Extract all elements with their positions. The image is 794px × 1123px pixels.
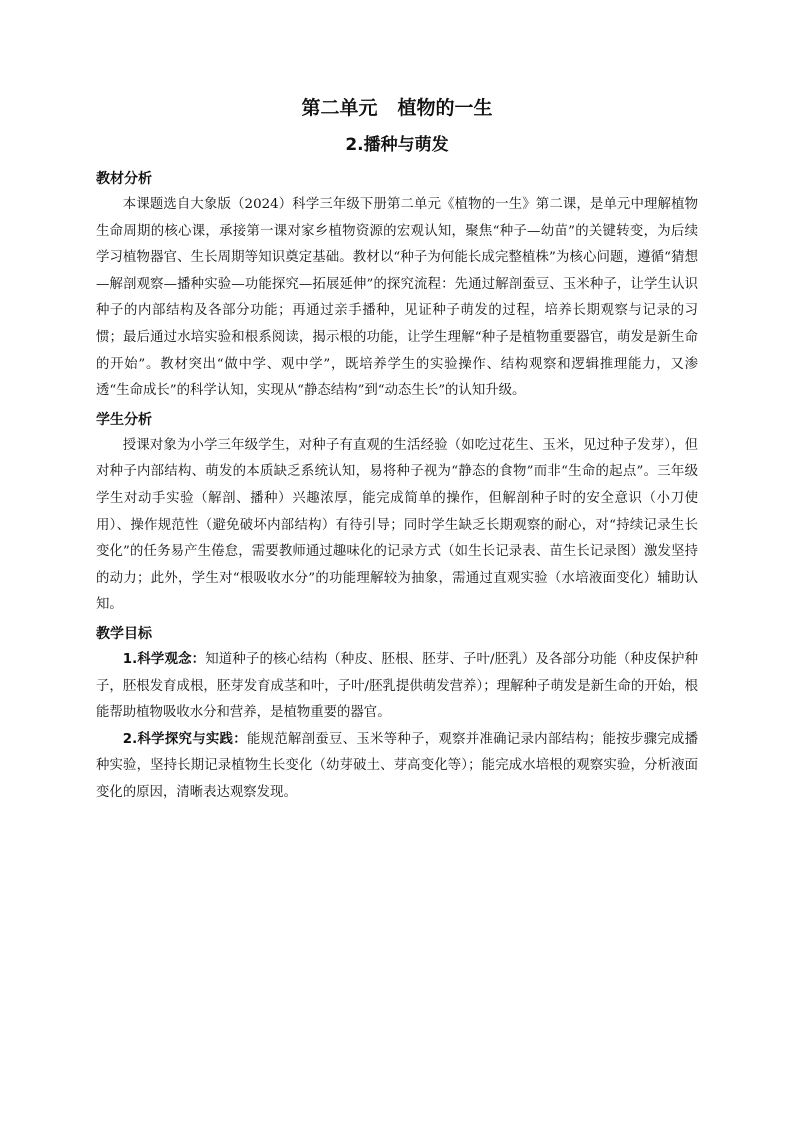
section-teaching-goals [96,621,698,807]
unit-label: 第二单元 [301,97,378,119]
goal-item [96,647,698,727]
section-heading: 学生分析 [96,411,152,428]
lesson-title: 2.播种与萌发 [345,135,449,155]
goal-lead: 1.科学观念： [122,651,206,667]
section-paragraph: 本课题选自大象版（2024）科学三年级下册第二单元《植物的一生》第二课，是单元中理解植物生命周期的核心课，承接第一课对家乡植物资源的宏观认知，聚焦“种子—幼苗”的关键转变，为后续学习植物器官、生长周期等知识奠定基础。教材以“种子为何能长成完整植株”为核心问题，遵循“猜想—解剖观察—播种实验—功能探究—拓展延伸”的探究流程：先通过解剖蚕豆、玉米种子，让学生认识种子的内部结构及各部分功能；再通过亲手播种，见证种子萌发的过程，培养长期观察与记录的习惯；最后通过水培实验和根系阅读，揭示根的功能，让学生理解“种子是植物重要器官，萌发是新生命的开始”。教材突出“做中学、观中学”，既培养学生的实验操作、结构观察和逻辑推理能力，又渗透“生命成长”的科学认知，实现从“静态结构”到“动态生长”的认知升级。 [96,197,698,399]
goal-lead: 2.科学探究与实践： [122,731,247,747]
goal-text: 能规范解剖蚕豆、玉米等种子，观察并准确记录内部结构；能按步骤完成播种实验，坚持长期记录植物生长变化（幼芽破土、芽高变化等）；能完成水培根的观察实验，分析液面变化的原因，清晰表达观察发现。 [96,731,699,800]
section-heading: 教材分析 [96,171,152,187]
goal-item [96,727,698,807]
section-paragraph: 授课对象为小学三年级学生，对种子有直观的生活经验（如吃过花生、玉米，见过种子发芽），但对种子内部结构、萌发的本质缺乏系统认知，易将种子视为“静态的食物”而非“生命的起点”。三年级学生对动手实验（解剖、播种）兴趣浓厚，能完成简单的操作，但解剖种子时的安全意识（小刀使用）、操作规范性（避免破坏内部结构）有待引导；同时学生缺乏长期观察的耐心，对“持续记录生长变化”的任务易产生倦怠，需要教师通过趣味化的记录方式（如生长记录表、苗生长记录图）激发坚持的动力；此外，学生对“根吸收水分”的功能理解较为抽象，需通过直观实验（水培液面变化）辅助认知。 [96,437,698,613]
unit-name: 植物的一生 [397,97,493,119]
section-heading: 教学目标 [96,625,152,642]
section-textbook-analysis [96,166,698,405]
section-student-analysis [96,407,698,619]
unit-title [96,94,698,122]
goal-text: 知道种子的核心结构（种皮、胚根、胚芽、子叶/胚乳）及各部分功能（种皮保护种子，胚根发育成根，胚芽发育成茎和叶，子叶/胚乳提供萌发营养）；理解种子萌发是新生命的开始，根能帮助植物吸收水分和营养，是植物重要的器官。 [96,651,699,721]
